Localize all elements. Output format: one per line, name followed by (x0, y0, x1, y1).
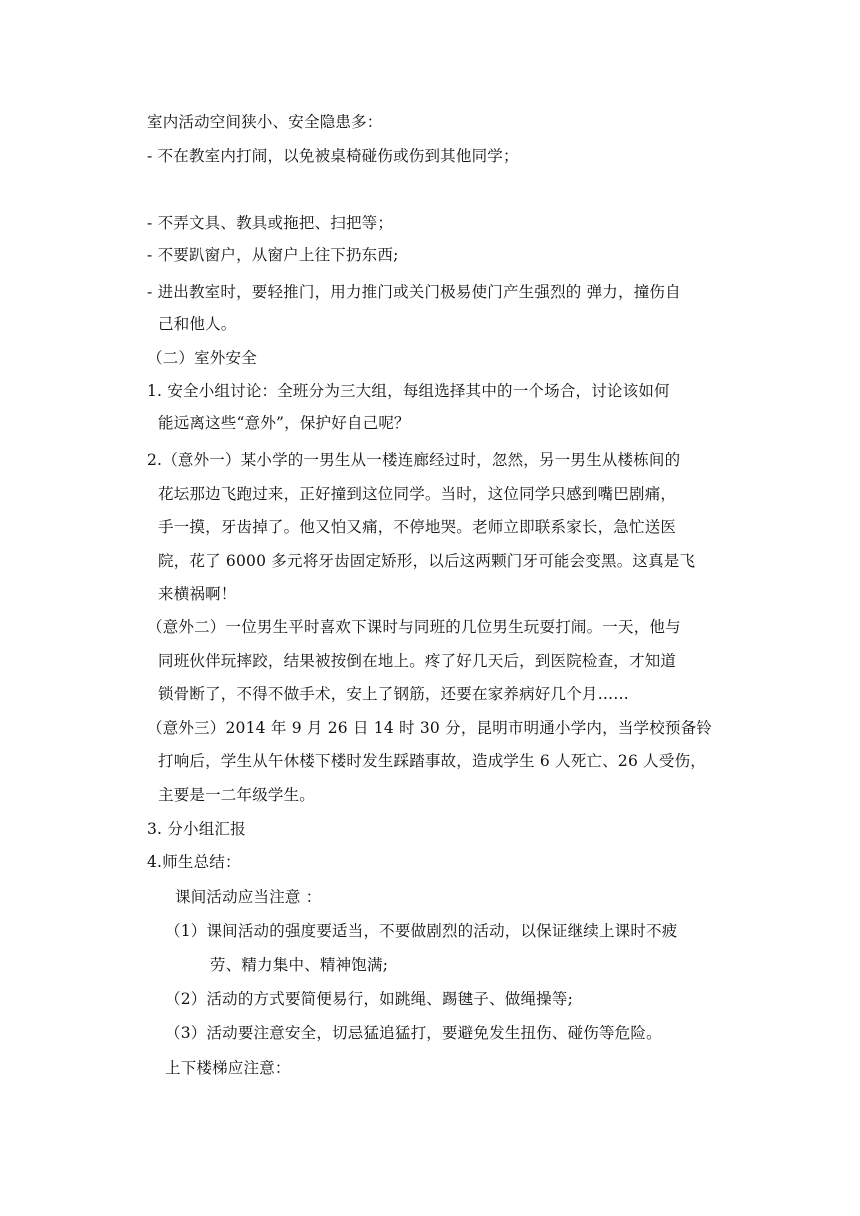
subheading: 课间活动应当注意 ： (175, 888, 322, 906)
paragraph-line: 花坛那边飞跑过来，正好撞到这位同学。当时，这位同学只感到嘴巴剧痛， (158, 485, 677, 503)
paragraph-line: （意外二）一位男生平时喜欢下课时与同班的几位男生玩耍打闹。一天，他与 (147, 618, 681, 636)
rule-item: - 进出教室时，要轻推门，用力推门或关门极易使门产生强烈的 弹力，撞伤自 (147, 283, 681, 301)
list-item: （1）课间活动的强度要适当，不要做剧烈的活动，以保证继续上课时不疲 (165, 922, 678, 940)
paragraph-line: 主要是一二年级学生。 (158, 786, 316, 804)
list-item: （2）活动的方式要简便易行，如跳绳、踢毽子、做绳操等; (165, 990, 573, 1008)
rule-item: - 不在教室内打闹，以免被桌椅碰伤或伤到其他同学； (147, 147, 519, 165)
intro-line: 室内活动空间狭小、安全隐患多： (147, 113, 383, 131)
subheading: 上下楼梯应注意： (165, 1059, 291, 1077)
rule-item-cont: 己和他人。 (158, 315, 237, 333)
paragraph-line: （意外三）2014 年 9 月 26 日 14 时 30 分，昆明市明通小学内，当学校预备铃 (147, 719, 713, 737)
numbered-item: 3. 分小组汇报 (147, 820, 246, 838)
rule-item: - 不弄文具、教具或拖把、扫把等； (147, 214, 394, 232)
paragraph-line: 来横祸啊！ (158, 585, 237, 603)
paragraph-line: 打响后，学生从午休楼下楼时发生踩踏事故，造成学生 6 人死亡、26 人受伤， (158, 752, 706, 770)
numbered-item-cont: 能远离这些“意外”，保护好自己呢？ (158, 414, 410, 432)
paragraph-line: 院，花了 6000 多元将牙齿固定矫形，以后这两颗门牙可能会变黑。这真是飞 (158, 552, 696, 570)
list-item: （3）活动要注意安全，切忌猛追猛打，要避免发生扭伤、碰伤等危险。 (165, 1024, 662, 1042)
numbered-item: 4.师生总结： (147, 853, 241, 871)
numbered-item: 1. 安全小组讨论：全班分为三大组，每组选择其中的一个场合，讨论该如何 (147, 382, 670, 400)
numbered-item: 2.（意外一）某小学的一男生从一楼连廊经过时，忽然，另一男生从楼栋间的 (147, 451, 681, 469)
rule-item: - 不要趴窗户，从窗户上往下扔东西; (147, 246, 399, 264)
paragraph-line: 手一摸，牙齿掉了。他又怕又痛，不停地哭。老师立即联系家长，急忙送医 (158, 518, 677, 536)
paragraph-line: 锁骨断了，不得不做手术，安上了钢筋，还要在家养病好几个月…… (158, 685, 630, 703)
section-heading: （二）室外安全 (147, 349, 257, 367)
list-item-cont: 劳、精力集中、精神饱满; (210, 956, 389, 974)
paragraph-line: 同班伙伴玩摔跤，结果被按倒在地上。疼了好几天后，到医院检查，才知道 (158, 652, 677, 670)
